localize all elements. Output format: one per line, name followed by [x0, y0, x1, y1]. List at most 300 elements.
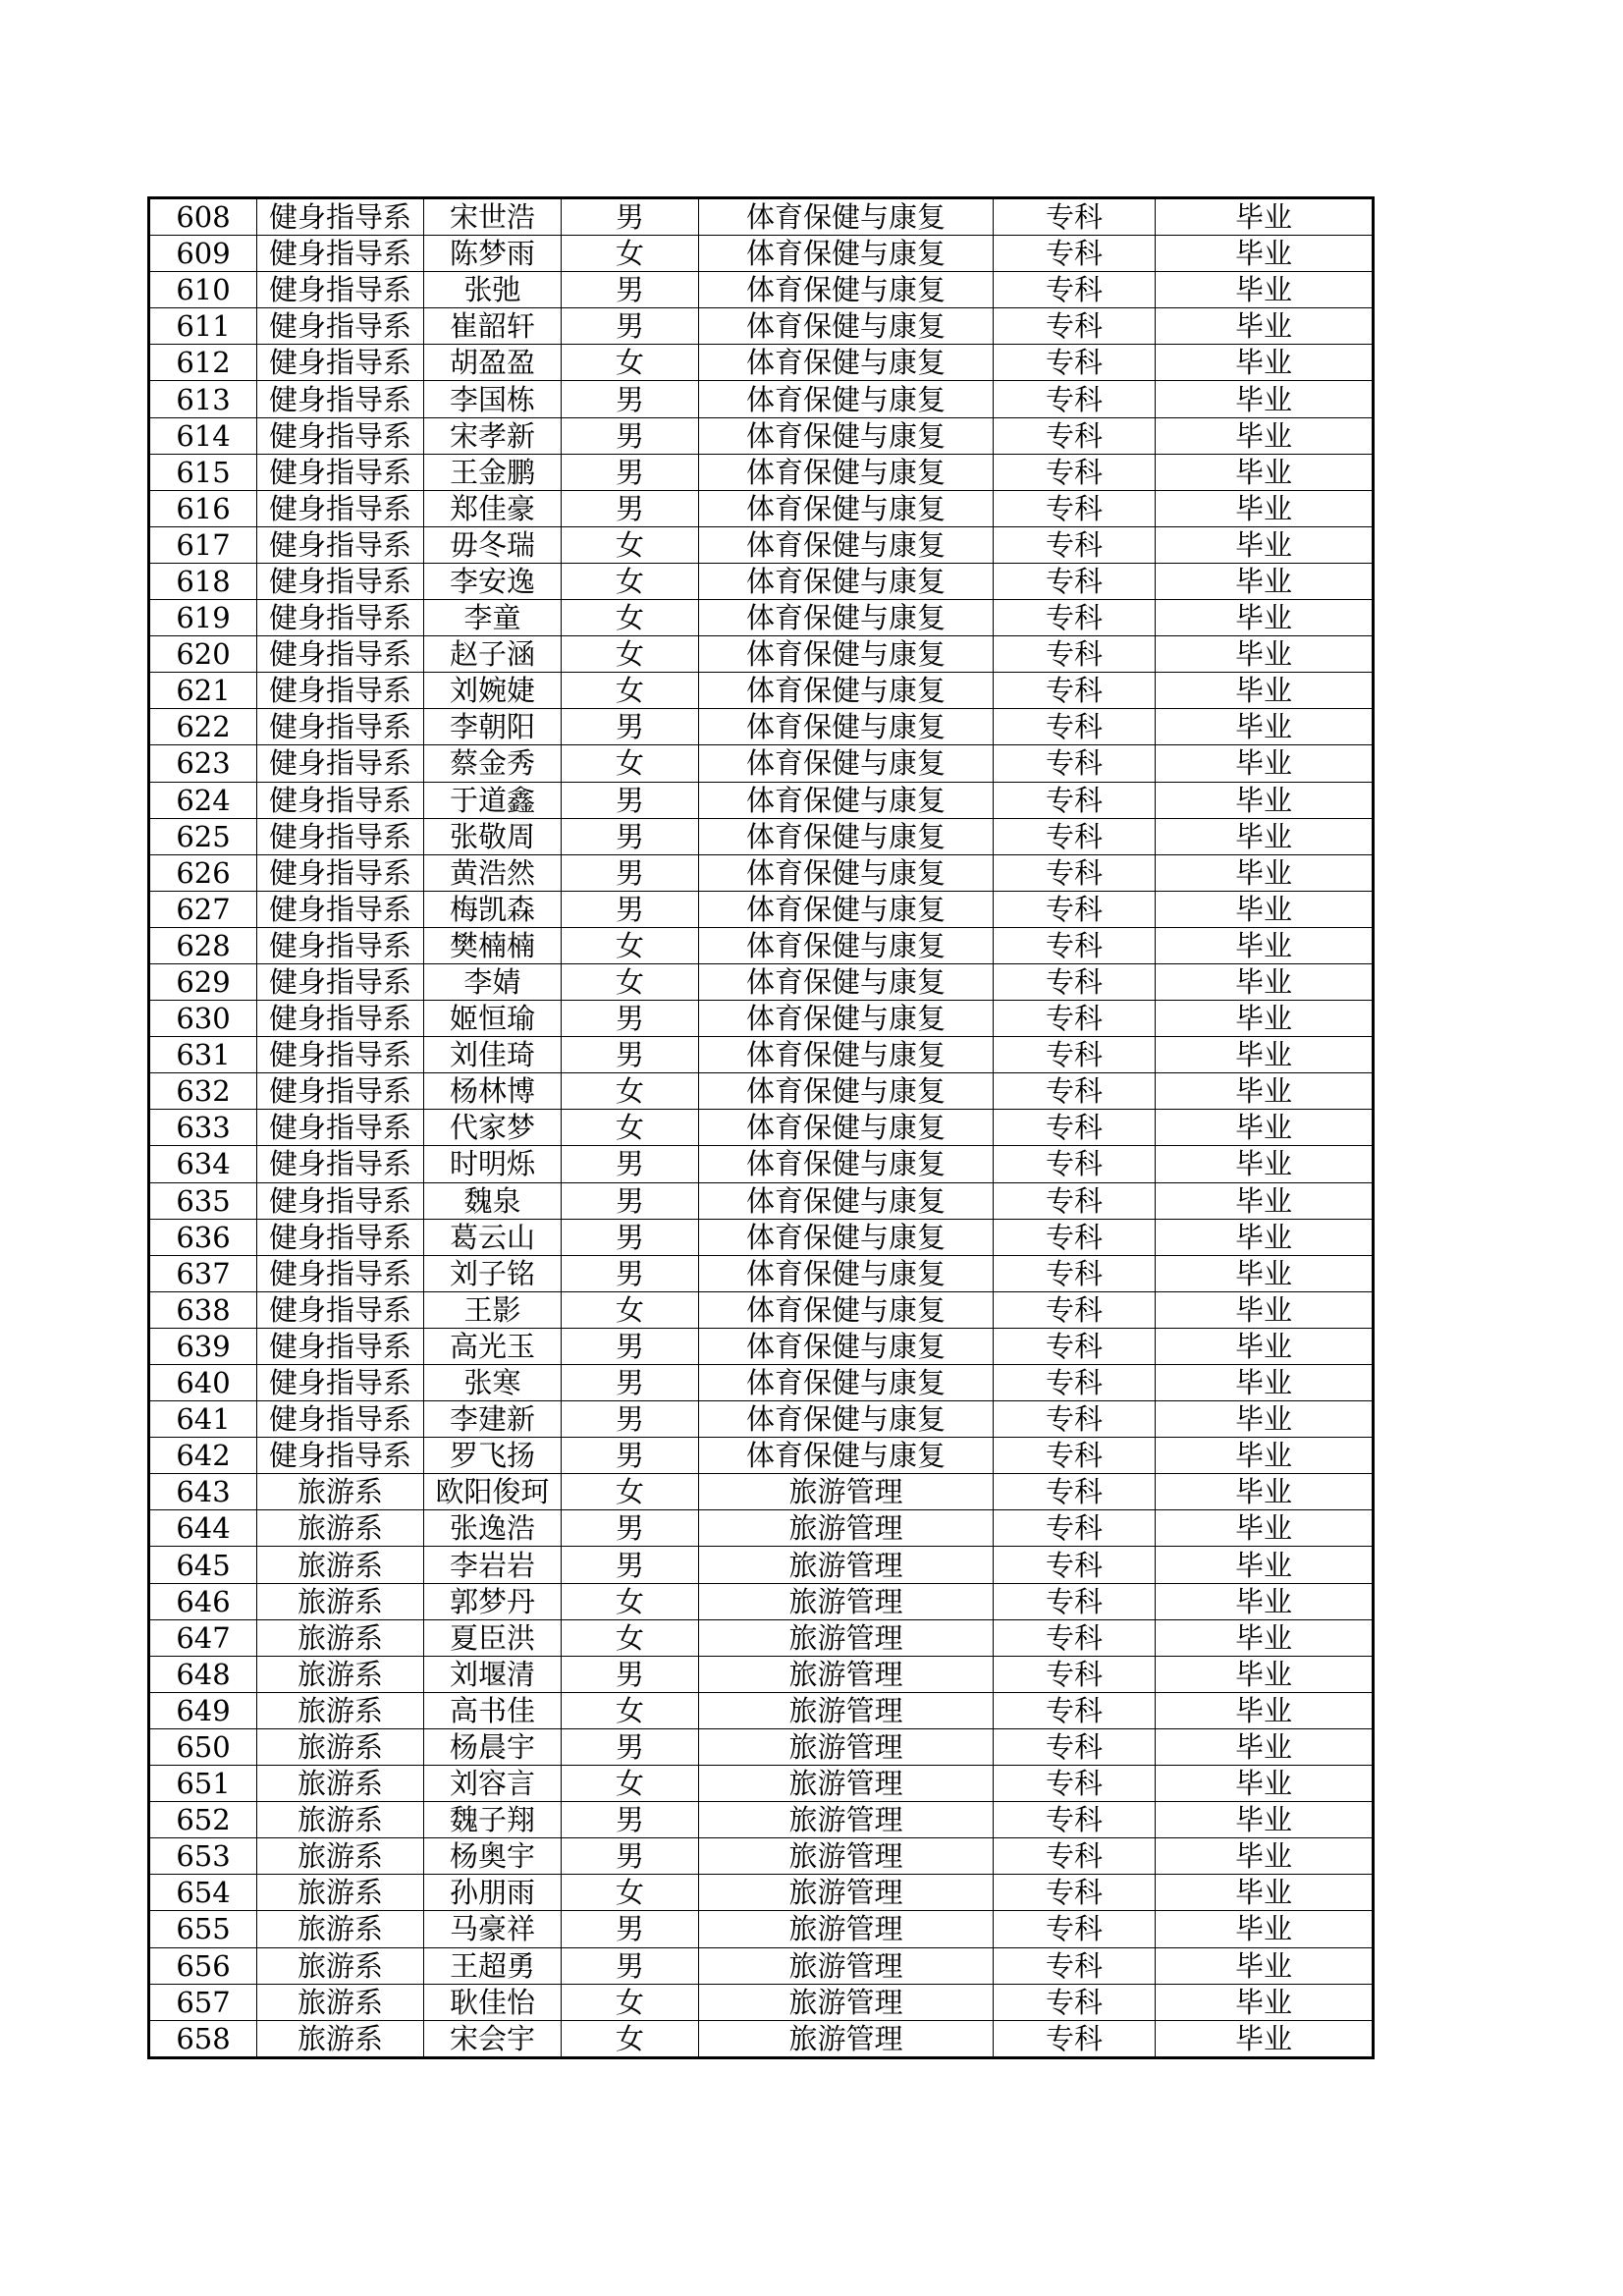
graduation-status-cell: 毕业 [1156, 673, 1374, 709]
table-row [149, 891, 1374, 927]
table-row [149, 198, 1374, 236]
major-cell: 体育保健与康复 [699, 745, 994, 782]
major-cell: 体育保健与康复 [699, 563, 994, 599]
education-level-cell: 专科 [994, 1766, 1156, 1802]
department-cell: 旅游系 [257, 1802, 424, 1838]
department-cell: 旅游系 [257, 1728, 424, 1765]
gender-cell: 女 [562, 1583, 699, 1619]
department-cell: 健身指导系 [257, 673, 424, 709]
education-level-cell: 专科 [994, 1146, 1156, 1182]
gender-cell: 女 [562, 1692, 699, 1728]
table-body [149, 198, 1374, 2058]
education-level-cell: 专科 [994, 454, 1156, 490]
education-level-cell: 专科 [994, 1838, 1156, 1875]
table-row [149, 272, 1374, 308]
major-cell: 体育保健与康复 [699, 1365, 994, 1401]
department-cell: 健身指导系 [257, 1001, 424, 1037]
department-cell: 健身指导系 [257, 417, 424, 454]
department-cell: 健身指导系 [257, 381, 424, 417]
major-cell: 旅游管理 [699, 1875, 994, 1911]
major-cell: 体育保健与康复 [699, 600, 994, 636]
education-level-cell: 专科 [994, 2020, 1156, 2057]
table-row [149, 1947, 1374, 1984]
graduation-status-cell: 毕业 [1156, 1838, 1374, 1875]
serial-number-cell: 622 [149, 709, 257, 745]
student-name-cell: 时明烁 [424, 1146, 562, 1182]
serial-number-cell: 630 [149, 1001, 257, 1037]
gender-cell: 女 [562, 1291, 699, 1328]
education-level-cell: 专科 [994, 198, 1156, 236]
department-cell: 健身指导系 [257, 709, 424, 745]
serial-number-cell: 614 [149, 417, 257, 454]
gender-cell: 男 [562, 1365, 699, 1401]
serial-number-cell: 654 [149, 1875, 257, 1911]
table-row [149, 1255, 1374, 1291]
graduation-status-cell: 毕业 [1156, 1110, 1374, 1146]
student-name-cell: 杨晨宇 [424, 1728, 562, 1765]
gender-cell: 男 [562, 1728, 699, 1765]
student-name-cell: 魏子翔 [424, 1802, 562, 1838]
table-row [149, 1875, 1374, 1911]
department-cell: 健身指导系 [257, 1073, 424, 1110]
major-cell: 体育保健与康复 [699, 782, 994, 818]
graduation-status-cell: 毕业 [1156, 818, 1374, 854]
major-cell: 体育保健与康复 [699, 1073, 994, 1110]
table-row [149, 1583, 1374, 1619]
major-cell: 体育保健与康复 [699, 236, 994, 272]
education-level-cell: 专科 [994, 1001, 1156, 1037]
serial-number-cell: 637 [149, 1255, 257, 1291]
education-level-cell: 专科 [994, 891, 1156, 927]
table-row [149, 1110, 1374, 1146]
graduation-status-cell: 毕业 [1156, 1656, 1374, 1692]
graduation-status-cell: 毕业 [1156, 745, 1374, 782]
student-name-cell: 李建新 [424, 1401, 562, 1438]
graduation-status-cell: 毕业 [1156, 1037, 1374, 1073]
graduation-status-cell: 毕业 [1156, 1328, 1374, 1364]
department-cell: 健身指导系 [257, 963, 424, 1000]
major-cell: 旅游管理 [699, 1510, 994, 1547]
graduation-status-cell: 毕业 [1156, 1365, 1374, 1401]
education-level-cell: 专科 [994, 818, 1156, 854]
department-cell: 旅游系 [257, 1766, 424, 1802]
student-name-cell: 刘婉婕 [424, 673, 562, 709]
serial-number-cell: 657 [149, 1984, 257, 2020]
major-cell: 旅游管理 [699, 1802, 994, 1838]
student-name-cell: 宋世浩 [424, 198, 562, 236]
table-row [149, 454, 1374, 490]
student-name-cell: 孙朋雨 [424, 1875, 562, 1911]
gender-cell: 男 [562, 1947, 699, 1984]
serial-number-cell: 623 [149, 745, 257, 782]
gender-cell: 女 [562, 236, 699, 272]
serial-number-cell: 644 [149, 1510, 257, 1547]
major-cell: 体育保健与康复 [699, 636, 994, 673]
graduation-status-cell: 毕业 [1156, 963, 1374, 1000]
education-level-cell: 专科 [994, 1692, 1156, 1728]
gender-cell: 男 [562, 709, 699, 745]
serial-number-cell: 655 [149, 1911, 257, 1947]
graduation-status-cell: 毕业 [1156, 1619, 1374, 1656]
serial-number-cell: 658 [149, 2020, 257, 2057]
major-cell: 体育保健与康复 [699, 963, 994, 1000]
major-cell: 旅游管理 [699, 1838, 994, 1875]
major-cell: 旅游管理 [699, 1947, 994, 1984]
major-cell: 体育保健与康复 [699, 1401, 994, 1438]
table-row [149, 308, 1374, 345]
serial-number-cell: 646 [149, 1583, 257, 1619]
serial-number-cell: 642 [149, 1438, 257, 1474]
major-cell: 体育保健与康复 [699, 308, 994, 345]
education-level-cell: 专科 [994, 600, 1156, 636]
gender-cell: 男 [562, 818, 699, 854]
student-name-cell: 李岩岩 [424, 1547, 562, 1583]
education-level-cell: 专科 [994, 1365, 1156, 1401]
graduation-status-cell: 毕业 [1156, 1291, 1374, 1328]
graduation-status-cell: 毕业 [1156, 308, 1374, 345]
gender-cell: 男 [562, 854, 699, 891]
serial-number-cell: 650 [149, 1728, 257, 1765]
table-row [149, 1365, 1374, 1401]
education-level-cell: 专科 [994, 673, 1156, 709]
major-cell: 体育保健与康复 [699, 1037, 994, 1073]
student-name-cell: 王超勇 [424, 1947, 562, 1984]
education-level-cell: 专科 [994, 1875, 1156, 1911]
table-row [149, 854, 1374, 891]
major-cell: 体育保健与康复 [699, 526, 994, 563]
department-cell: 健身指导系 [257, 782, 424, 818]
student-name-cell: 代家梦 [424, 1110, 562, 1146]
major-cell: 体育保健与康复 [699, 818, 994, 854]
major-cell: 体育保健与康复 [699, 1182, 994, 1219]
student-name-cell: 于道鑫 [424, 782, 562, 818]
education-level-cell: 专科 [994, 1547, 1156, 1583]
serial-number-cell: 629 [149, 963, 257, 1000]
serial-number-cell: 651 [149, 1766, 257, 1802]
serial-number-cell: 652 [149, 1802, 257, 1838]
student-name-cell: 李安逸 [424, 563, 562, 599]
major-cell: 体育保健与康复 [699, 490, 994, 526]
department-cell: 旅游系 [257, 1583, 424, 1619]
gender-cell: 女 [562, 563, 699, 599]
gender-cell: 男 [562, 891, 699, 927]
student-name-cell: 樊楠楠 [424, 927, 562, 963]
table-row [149, 381, 1374, 417]
department-cell: 健身指导系 [257, 454, 424, 490]
gender-cell: 女 [562, 1984, 699, 2020]
serial-number-cell: 635 [149, 1182, 257, 1219]
major-cell: 体育保健与康复 [699, 1110, 994, 1146]
major-cell: 旅游管理 [699, 1692, 994, 1728]
department-cell: 旅游系 [257, 1875, 424, 1911]
department-cell: 健身指导系 [257, 1365, 424, 1401]
education-level-cell: 专科 [994, 745, 1156, 782]
graduation-status-cell: 毕业 [1156, 1728, 1374, 1765]
student-name-cell: 葛云山 [424, 1219, 562, 1255]
education-level-cell: 专科 [994, 1619, 1156, 1656]
table-row [149, 1291, 1374, 1328]
education-level-cell: 专科 [994, 1037, 1156, 1073]
table-row [149, 818, 1374, 854]
gender-cell: 男 [562, 198, 699, 236]
serial-number-cell: 633 [149, 1110, 257, 1146]
education-level-cell: 专科 [994, 345, 1156, 381]
serial-number-cell: 618 [149, 563, 257, 599]
student-name-cell: 刘容言 [424, 1766, 562, 1802]
student-name-cell: 马豪祥 [424, 1911, 562, 1947]
education-level-cell: 专科 [994, 963, 1156, 1000]
graduate-list-table [147, 196, 1375, 2059]
department-cell: 旅游系 [257, 1984, 424, 2020]
student-name-cell: 王金鹏 [424, 454, 562, 490]
table-row [149, 1037, 1374, 1073]
major-cell: 体育保健与康复 [699, 1001, 994, 1037]
graduation-status-cell: 毕业 [1156, 526, 1374, 563]
table-row [149, 782, 1374, 818]
graduation-status-cell: 毕业 [1156, 1219, 1374, 1255]
serial-number-cell: 634 [149, 1146, 257, 1182]
gender-cell: 男 [562, 1911, 699, 1947]
gender-cell: 男 [562, 272, 699, 308]
department-cell: 旅游系 [257, 1474, 424, 1510]
department-cell: 健身指导系 [257, 272, 424, 308]
education-level-cell: 专科 [994, 1438, 1156, 1474]
gender-cell: 女 [562, 1766, 699, 1802]
graduation-status-cell: 毕业 [1156, 1583, 1374, 1619]
serial-number-cell: 620 [149, 636, 257, 673]
department-cell: 旅游系 [257, 1911, 424, 1947]
table-row [149, 1438, 1374, 1474]
department-cell: 健身指导系 [257, 1037, 424, 1073]
education-level-cell: 专科 [994, 490, 1156, 526]
department-cell: 旅游系 [257, 1947, 424, 1984]
department-cell: 旅游系 [257, 1692, 424, 1728]
education-level-cell: 专科 [994, 526, 1156, 563]
student-name-cell: 黄浩然 [424, 854, 562, 891]
table-row [149, 745, 1374, 782]
student-name-cell: 赵子涵 [424, 636, 562, 673]
table-row [149, 1838, 1374, 1875]
table-row [149, 636, 1374, 673]
serial-number-cell: 632 [149, 1073, 257, 1110]
graduation-status-cell: 毕业 [1156, 490, 1374, 526]
major-cell: 体育保健与康复 [699, 345, 994, 381]
major-cell: 旅游管理 [699, 1728, 994, 1765]
major-cell: 体育保健与康复 [699, 272, 994, 308]
serial-number-cell: 621 [149, 673, 257, 709]
student-name-cell: 蔡金秀 [424, 745, 562, 782]
major-cell: 旅游管理 [699, 1766, 994, 1802]
serial-number-cell: 625 [149, 818, 257, 854]
student-name-cell: 罗飞扬 [424, 1438, 562, 1474]
department-cell: 健身指导系 [257, 818, 424, 854]
table-row [149, 1328, 1374, 1364]
student-name-cell: 刘佳琦 [424, 1037, 562, 1073]
student-name-cell: 姬恒瑜 [424, 1001, 562, 1037]
table-row [149, 1802, 1374, 1838]
department-cell: 健身指导系 [257, 854, 424, 891]
student-name-cell: 刘堰清 [424, 1656, 562, 1692]
graduation-status-cell: 毕业 [1156, 563, 1374, 599]
department-cell: 旅游系 [257, 1510, 424, 1547]
student-name-cell: 梅凯森 [424, 891, 562, 927]
gender-cell: 女 [562, 2020, 699, 2057]
department-cell: 健身指导系 [257, 345, 424, 381]
gender-cell: 男 [562, 1037, 699, 1073]
education-level-cell: 专科 [994, 308, 1156, 345]
student-name-cell: 宋孝新 [424, 417, 562, 454]
gender-cell: 男 [562, 1219, 699, 1255]
table-row [149, 490, 1374, 526]
department-cell: 健身指导系 [257, 526, 424, 563]
graduation-status-cell: 毕业 [1156, 600, 1374, 636]
major-cell: 旅游管理 [699, 1911, 994, 1947]
table-row [149, 1401, 1374, 1438]
graduation-status-cell: 毕业 [1156, 1001, 1374, 1037]
major-cell: 旅游管理 [699, 1656, 994, 1692]
gender-cell: 女 [562, 745, 699, 782]
education-level-cell: 专科 [994, 1510, 1156, 1547]
education-level-cell: 专科 [994, 1328, 1156, 1364]
education-level-cell: 专科 [994, 381, 1156, 417]
graduation-status-cell: 毕业 [1156, 1182, 1374, 1219]
gender-cell: 女 [562, 963, 699, 1000]
department-cell: 健身指导系 [257, 1438, 424, 1474]
major-cell: 旅游管理 [699, 1984, 994, 2020]
gender-cell: 男 [562, 1656, 699, 1692]
gender-cell: 男 [562, 1001, 699, 1037]
department-cell: 健身指导系 [257, 1255, 424, 1291]
education-level-cell: 专科 [994, 1947, 1156, 1984]
serial-number-cell: 612 [149, 345, 257, 381]
serial-number-cell: 645 [149, 1547, 257, 1583]
student-name-cell: 杨林博 [424, 1073, 562, 1110]
gender-cell: 女 [562, 1110, 699, 1146]
table-row [149, 1001, 1374, 1037]
education-level-cell: 专科 [994, 1110, 1156, 1146]
student-name-cell: 欧阳俊珂 [424, 1474, 562, 1510]
department-cell: 健身指导系 [257, 1401, 424, 1438]
education-level-cell: 专科 [994, 417, 1156, 454]
serial-number-cell: 616 [149, 490, 257, 526]
department-cell: 健身指导系 [257, 236, 424, 272]
graduation-status-cell: 毕业 [1156, 709, 1374, 745]
major-cell: 体育保健与康复 [699, 709, 994, 745]
graduation-status-cell: 毕业 [1156, 927, 1374, 963]
gender-cell: 女 [562, 526, 699, 563]
student-name-cell: 郭梦丹 [424, 1583, 562, 1619]
serial-number-cell: 638 [149, 1291, 257, 1328]
serial-number-cell: 626 [149, 854, 257, 891]
graduation-status-cell: 毕业 [1156, 1984, 1374, 2020]
gender-cell: 男 [562, 1510, 699, 1547]
department-cell: 健身指导系 [257, 600, 424, 636]
graduation-status-cell: 毕业 [1156, 636, 1374, 673]
graduation-status-cell: 毕业 [1156, 454, 1374, 490]
graduation-status-cell: 毕业 [1156, 1474, 1374, 1510]
serial-number-cell: 653 [149, 1838, 257, 1875]
graduation-status-cell: 毕业 [1156, 1947, 1374, 1984]
table-row [149, 673, 1374, 709]
education-level-cell: 专科 [994, 636, 1156, 673]
serial-number-cell: 608 [149, 198, 257, 236]
serial-number-cell: 609 [149, 236, 257, 272]
graduation-status-cell: 毕业 [1156, 381, 1374, 417]
gender-cell: 女 [562, 1073, 699, 1110]
major-cell: 体育保健与康复 [699, 1291, 994, 1328]
graduation-status-cell: 毕业 [1156, 1146, 1374, 1182]
table-row [149, 1728, 1374, 1765]
student-name-cell: 张逸浩 [424, 1510, 562, 1547]
serial-number-cell: 649 [149, 1692, 257, 1728]
gender-cell: 男 [562, 1328, 699, 1364]
gender-cell: 女 [562, 1875, 699, 1911]
department-cell: 旅游系 [257, 1838, 424, 1875]
department-cell: 健身指导系 [257, 927, 424, 963]
department-cell: 健身指导系 [257, 490, 424, 526]
department-cell: 健身指导系 [257, 891, 424, 927]
table-row [149, 1474, 1374, 1510]
gender-cell: 男 [562, 1838, 699, 1875]
major-cell: 体育保健与康复 [699, 854, 994, 891]
department-cell: 健身指导系 [257, 1110, 424, 1146]
student-name-cell: 李国栋 [424, 381, 562, 417]
graduation-status-cell: 毕业 [1156, 782, 1374, 818]
department-cell: 旅游系 [257, 1656, 424, 1692]
education-level-cell: 专科 [994, 854, 1156, 891]
table-row [149, 1656, 1374, 1692]
graduation-status-cell: 毕业 [1156, 1547, 1374, 1583]
table-row [149, 526, 1374, 563]
education-level-cell: 专科 [994, 1728, 1156, 1765]
education-level-cell: 专科 [994, 1474, 1156, 1510]
student-name-cell: 崔韶轩 [424, 308, 562, 345]
department-cell: 健身指导系 [257, 308, 424, 345]
gender-cell: 男 [562, 381, 699, 417]
education-level-cell: 专科 [994, 1219, 1156, 1255]
student-name-cell: 李童 [424, 600, 562, 636]
education-level-cell: 专科 [994, 709, 1156, 745]
table-row [149, 709, 1374, 745]
major-cell: 旅游管理 [699, 1547, 994, 1583]
graduation-status-cell: 毕业 [1156, 345, 1374, 381]
gender-cell: 女 [562, 636, 699, 673]
major-cell: 体育保健与康复 [699, 198, 994, 236]
gender-cell: 男 [562, 782, 699, 818]
student-name-cell: 刘子铭 [424, 1255, 562, 1291]
table-row [149, 1146, 1374, 1182]
department-cell: 旅游系 [257, 2020, 424, 2057]
student-name-cell: 毋冬瑞 [424, 526, 562, 563]
student-name-cell: 张敬周 [424, 818, 562, 854]
graduation-status-cell: 毕业 [1156, 198, 1374, 236]
major-cell: 体育保健与康复 [699, 673, 994, 709]
major-cell: 体育保健与康复 [699, 927, 994, 963]
student-name-cell: 魏泉 [424, 1182, 562, 1219]
gender-cell: 男 [562, 1802, 699, 1838]
serial-number-cell: 636 [149, 1219, 257, 1255]
table-row [149, 1984, 1374, 2020]
serial-number-cell: 639 [149, 1328, 257, 1364]
education-level-cell: 专科 [994, 1401, 1156, 1438]
department-cell: 健身指导系 [257, 745, 424, 782]
department-cell: 旅游系 [257, 1619, 424, 1656]
student-name-cell: 郑佳豪 [424, 490, 562, 526]
gender-cell: 男 [562, 1401, 699, 1438]
major-cell: 体育保健与康复 [699, 1146, 994, 1182]
table-row [149, 1073, 1374, 1110]
table-row [149, 1619, 1374, 1656]
